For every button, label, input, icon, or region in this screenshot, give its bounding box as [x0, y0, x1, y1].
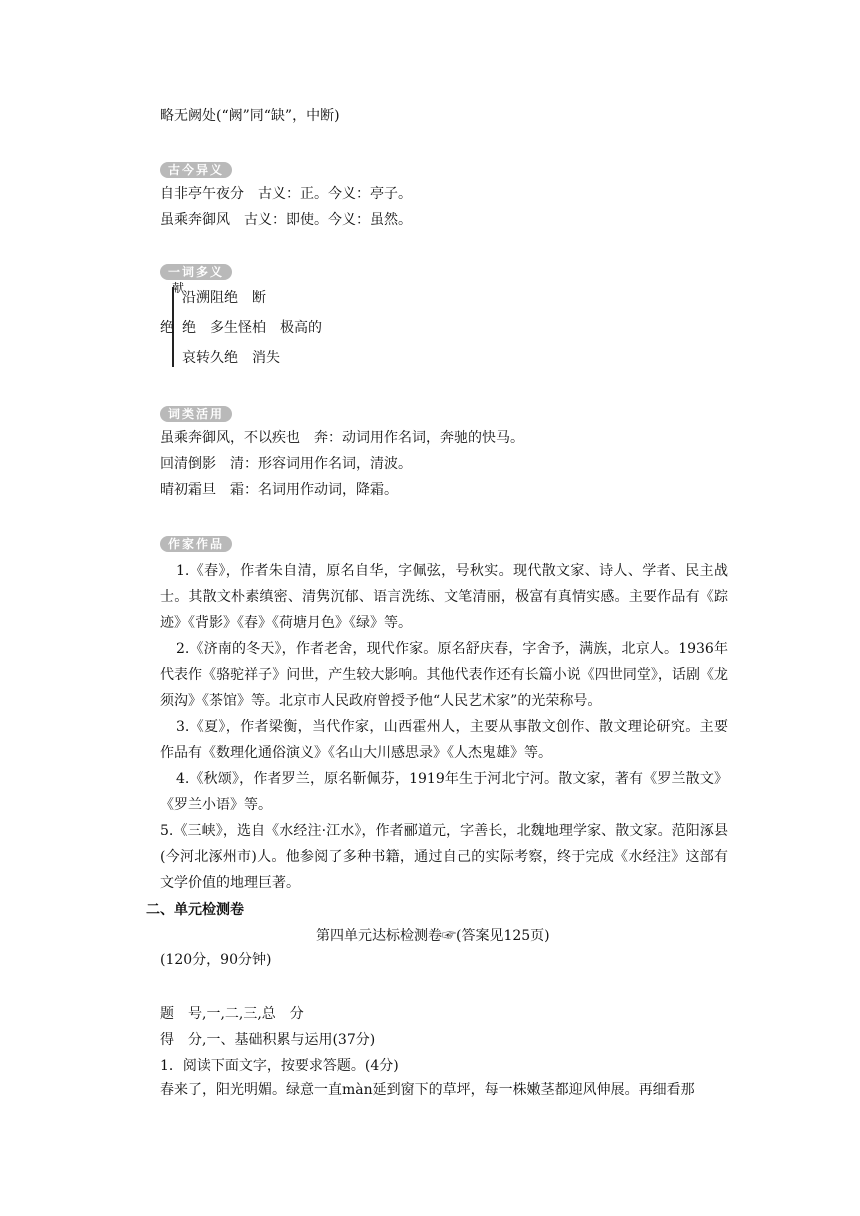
score-table-row: 得 分,一、基础积累与运用(37分): [160, 1032, 376, 1048]
author-paragraph-5: 5.《三峡》，选自《水经注·江水》，作者郦道元，字善长，北魏地理学家、散文家。范阳涿县(今河北涿州市)人。他参阅了多种书籍，通过自己的实际考察，终于完成《水经注》这部有文学价值的地理巨著。: [160, 823, 728, 891]
yici-head-char: 绝: [160, 320, 174, 336]
cilei-item: 回清倒影 清：形容词用作名词，清波。: [160, 456, 412, 472]
yici-item: 沿溯阻绝 断: [182, 290, 266, 306]
question-1-text: 春来了，阳光明媚。绿意一直màn延到窗下的草坪，每一株嫩茎都迎风伸展。再细看那: [160, 1082, 695, 1098]
gujin-item: 虽乘奔御风 古义：即使。今义：虽然。: [160, 212, 412, 228]
section-badge-zuojia: 作家作品: [160, 536, 232, 552]
author-paragraph-4: 4.《秋颂》，作者罗兰，原名靳佩芬，1919年生于河北宁河。散文家，著有《罗兰散文》《罗兰小语》等。: [160, 771, 728, 813]
author-paragraph-2: 2.《济南的冬天》，作者老舍，现代作家。原名舒庆春，字舍予，满族，北京人。1936年代表作《骆驼祥子》问世，产生较大影响。其他代表作还有长篇小说《四世同堂》，话剧《龙须沟》《茶馆》等。北京市人民政府曾授予他“人民艺术家”的光荣称号。: [160, 641, 728, 709]
score-time: (120分，90分钟): [160, 952, 272, 968]
gujin-item: 自非亭午夜分 古义：正。今义：亭子。: [160, 186, 412, 202]
author-paragraph-1: 1.《春》，作者朱自清，原名自华，字佩弦，号秋实。现代散文家、诗人、学者、民主战士。其散文朴素缜密、清隽沉郁、语言洗练、文笔清丽，极富有真情实感。主要作品有《踪迹》《背影》《春》《荷塘月色》《绿》等。: [160, 563, 728, 631]
cilei-item: 晴初霜旦 霜：名词用作动词，降霜。: [160, 482, 398, 498]
yici-top-mark: 献: [172, 281, 185, 295]
yici-item: 哀转久绝 消失: [182, 350, 280, 366]
section-badge-cilei: 词类活用: [160, 406, 232, 422]
intro-line: 略无阙处(“阙”同“缺”，中断): [160, 108, 340, 124]
section-heading: 二、单元检测卷: [146, 902, 244, 918]
question-1: 1．阅读下面文字，按要求答题。(4分): [160, 1058, 399, 1074]
section-badge-yici: 一词多义: [160, 264, 232, 280]
test-title: 第四单元达标检测卷☞(答案见125页): [316, 928, 550, 944]
section-badge-gujin: 古今异义: [160, 162, 232, 178]
score-table-row: 题 号,一,二,三,总 分: [160, 1006, 304, 1022]
author-paragraph-3: 3.《夏》，作者梁衡，当代作家，山西霍州人，主要从事散文创作、散文理论研究。主要作品有《数理化通俗演义》《名山大川感思录》《人杰鬼雄》等。: [160, 719, 728, 761]
yici-item: 绝 多生怪柏 极高的: [182, 320, 322, 336]
cilei-item: 虽乘奔御风，不以疾也 奔：动词用作名词，奔驰的快马。: [160, 430, 524, 446]
